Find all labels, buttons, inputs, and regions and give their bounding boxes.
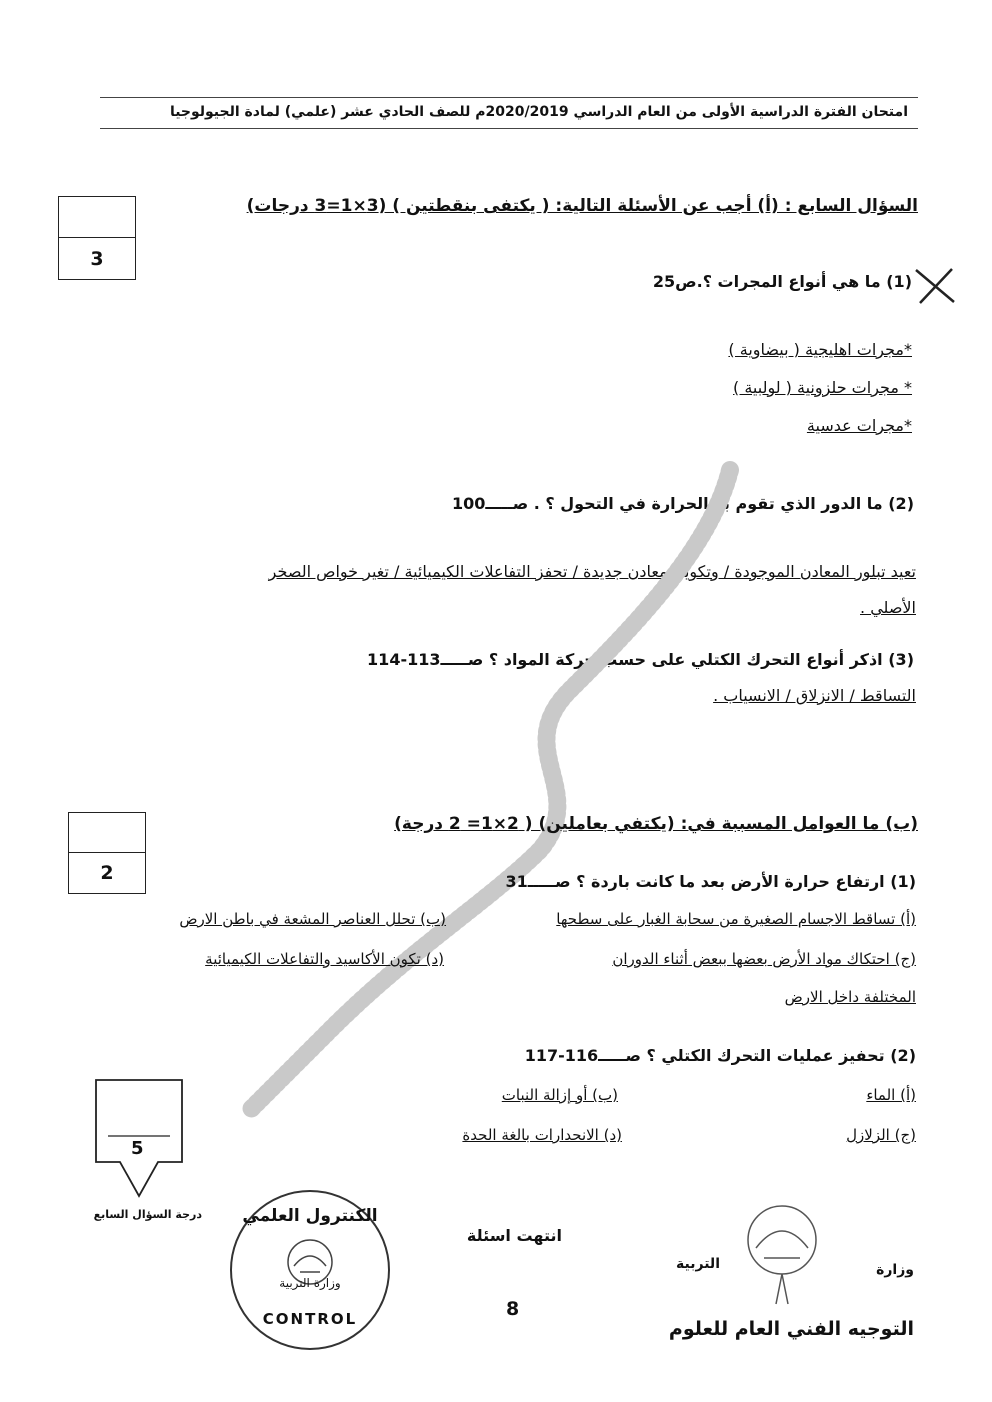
answer-a2-line1: تعيد تبلور المعادن الموجودة / وتكوين معادن جديدة / تحفز التفاعلات الكيميائية / تغير خواص الصخر: [268, 562, 916, 581]
question-b2: (2) تحفيز عمليات التحرك الكتلي ؟ صـــــ116-117: [524, 1046, 916, 1065]
option-b2-a: (أ) الماء: [866, 1086, 916, 1104]
answer-a1-1: *مجرات اهليجية ( بيضاوية ): [728, 340, 912, 359]
control-stamp: [230, 1190, 390, 1350]
answer-a2-line2: الأصلي .: [860, 598, 916, 617]
total-score-value: 5: [131, 1138, 144, 1159]
stamp-english-text: CONTROL: [262, 1310, 358, 1328]
header-bottom-rule: [100, 128, 918, 129]
section-a-heading: السؤال السابع : (أ) أجب عن الأسئلة التالية: ( يكتفى بنقطتين ) (3×1=3 درجات): [246, 196, 918, 216]
question-a2: (2) ما الدور الذي تقوم به الحرارة في التحول ؟ . صـــــ100: [451, 494, 914, 513]
total-score-label: درجة السؤال السابع: [93, 1208, 202, 1221]
score-box-b-empty: [69, 813, 145, 853]
option-b2-d: (د) الانحدارات بالغة الحدة: [462, 1126, 622, 1144]
option-b2-c: (ج) الزلازل: [846, 1126, 916, 1144]
section-b-heading: (ب) ما العوامل المسببة في: (يكتفي بعاملين) ( 2×1= 2 درجة): [394, 814, 918, 834]
department-label: التوجيه الفني العام للعلوم: [668, 1318, 914, 1340]
answer-a1-2: * مجرات حلزونية ( لولبية ): [733, 378, 912, 397]
score-box-b-value: 2: [100, 862, 114, 884]
option-b1-b: (ب) تحلل العناصر المشعة في باطن الارض: [179, 910, 446, 928]
option-b1-d: (د) تكون الأكاسيد والتفاعلات الكيميائية: [205, 950, 444, 968]
score-box-a: [58, 196, 136, 280]
question-b1: (1) ارتفاع حرارة الأرض بعد ما كانت باردة ؟ صـــــ31: [505, 872, 916, 891]
handwritten-mark: [210, 430, 770, 1130]
answer-a1-3: *مجرات عدسية: [806, 416, 912, 435]
stamp-arabic-text: الكنترول العلمي: [242, 1206, 378, 1226]
question-a3: (3) اذكر أنواع التحرك الكتلي على حسب حركة المواد ؟ صـــــ113-114: [367, 650, 914, 669]
ministry-emblem-icon: [736, 1200, 828, 1310]
option-b1-a: (أ) تساقط الاجسام الصغيرة من سحابة الغبار على سطحها: [556, 910, 916, 928]
stamp-ministry-text: وزارة التربية: [279, 1276, 341, 1290]
option-b2-b: (ب) أو إزالة النبات: [501, 1086, 618, 1104]
score-box-a-value: 3: [90, 247, 104, 270]
score-box-a-empty: [59, 197, 135, 238]
ministry-label-left: وزارة: [876, 1262, 914, 1278]
header-top-rule: [100, 97, 918, 98]
page-number: 8: [506, 1298, 520, 1320]
exam-header-title: امتحان الفترة الدراسية الأولى من العام الدراسي 2020/2019م للصف الحادي عشر (علمي) لمادة الجيولوجيا: [169, 104, 908, 120]
question-a1: (1) ما هي أنواع المجرات ؟.ص25: [652, 272, 912, 291]
option-b1-c: (ج) احتكاك مواد الأرض بعضها ببعض أثناء الدوران: [612, 950, 916, 968]
answer-a3: التساقط / الانزلاق / الانسياب .: [713, 686, 916, 705]
ministry-label-right: التربية: [676, 1256, 720, 1272]
score-box-b: [68, 812, 146, 894]
option-b1-c-cont: المختلفة داخل الارض: [784, 988, 916, 1006]
end-of-questions-text: انتهت اسئلة: [466, 1226, 562, 1245]
cross-mark-icon: [912, 266, 958, 306]
